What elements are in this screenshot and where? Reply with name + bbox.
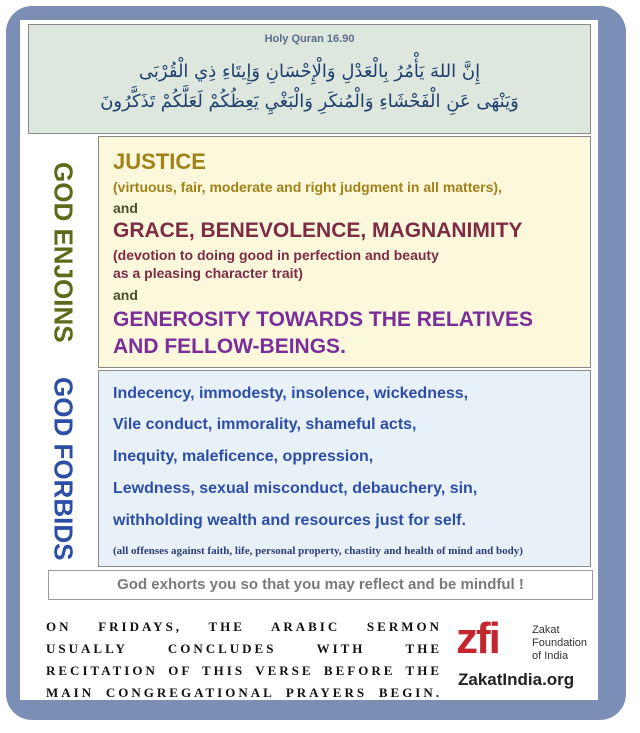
grace-heading: GRACE, BENEVOLENCE, MAGNANIMITY bbox=[113, 219, 523, 242]
enjoins-panel bbox=[98, 136, 591, 368]
forbid-line-5: withholding wealth and resources just for self. bbox=[113, 512, 466, 529]
forbids-side-label bbox=[28, 370, 98, 567]
zfi-name-line-2: Foundation bbox=[532, 637, 588, 649]
forbid-line-2: Vile conduct, immorality, shameful acts, bbox=[113, 416, 417, 433]
offenses-note: (all offenses against faith, life, personal property, chastity and health of mind and body) bbox=[113, 545, 523, 557]
zfi-name bbox=[532, 624, 587, 663]
arabic-line-2: وَيَنْهَى عَنِ الْفَحْشَاءِ وَالْمُنكَرِ وَالْبَغْيِ يَعِظُكُمْ لَعَلَّكُمْ تَذَكَّرُونَ bbox=[100, 91, 519, 112]
website-link[interactable]: ZakatIndia.org bbox=[458, 670, 575, 689]
and-connector-2: and bbox=[113, 287, 138, 303]
verse-header bbox=[28, 24, 591, 134]
and-connector-1: and bbox=[113, 200, 138, 216]
exhort-banner: God exhorts you so that you may reflect and be mindful ! bbox=[48, 570, 593, 600]
friday-note bbox=[46, 616, 442, 704]
enjoins-label-text: GOD ENJOINS bbox=[48, 161, 79, 343]
forbid-line-1: Indecency, immodesty, insolence, wickedness, bbox=[113, 385, 469, 402]
friday-line-4: MAIN CONGREGATIONAL PRAYERS BEGIN. bbox=[46, 685, 442, 700]
enjoins-side-label bbox=[28, 136, 98, 368]
generosity-heading-2: AND FELLOW-BEINGS. bbox=[113, 335, 346, 358]
forbids-panel bbox=[98, 370, 591, 567]
zfi-logo bbox=[456, 612, 596, 696]
verse-reference: Holy Quran 16.90 bbox=[264, 33, 355, 45]
zfi-name-line-1: Zakat bbox=[532, 624, 560, 636]
grace-description-2: as a pleasing character trait) bbox=[113, 265, 303, 281]
zfi-name-line-3: of India bbox=[532, 650, 569, 662]
forbid-line-4: Lewdness, sexual misconduct, debauchery, sin, bbox=[113, 480, 478, 497]
friday-line-2: USUALLY CONCLUDES WITH THE bbox=[46, 641, 442, 656]
forbid-line-3: Inequity, maleficence, oppression, bbox=[113, 448, 374, 465]
arabic-line-1: إِنَّ اللهَ يَأْمُرُ بِالْعَدْلِ وَالْإِحْسَانِ وَإِيتَاءِ ذِي الْقُرْبَى bbox=[138, 61, 481, 82]
friday-line-1: ON FRIDAYS, THE ARABIC SERMON bbox=[46, 619, 442, 634]
forbids-label-text: GOD FORBIDS bbox=[48, 376, 79, 561]
zfi-mark: zfi bbox=[456, 614, 499, 663]
grace-description-1: (devotion to doing good in perfection and beauty bbox=[113, 247, 439, 263]
justice-heading: JUSTICE bbox=[113, 149, 206, 174]
generosity-heading-1: GENEROSITY TOWARDS THE RELATIVES bbox=[113, 308, 534, 331]
friday-line-3: RECITATION OF THIS VERSE BEFORE THE bbox=[46, 663, 442, 678]
justice-description: (virtuous, fair, moderate and right judgment in all matters), bbox=[113, 179, 502, 195]
